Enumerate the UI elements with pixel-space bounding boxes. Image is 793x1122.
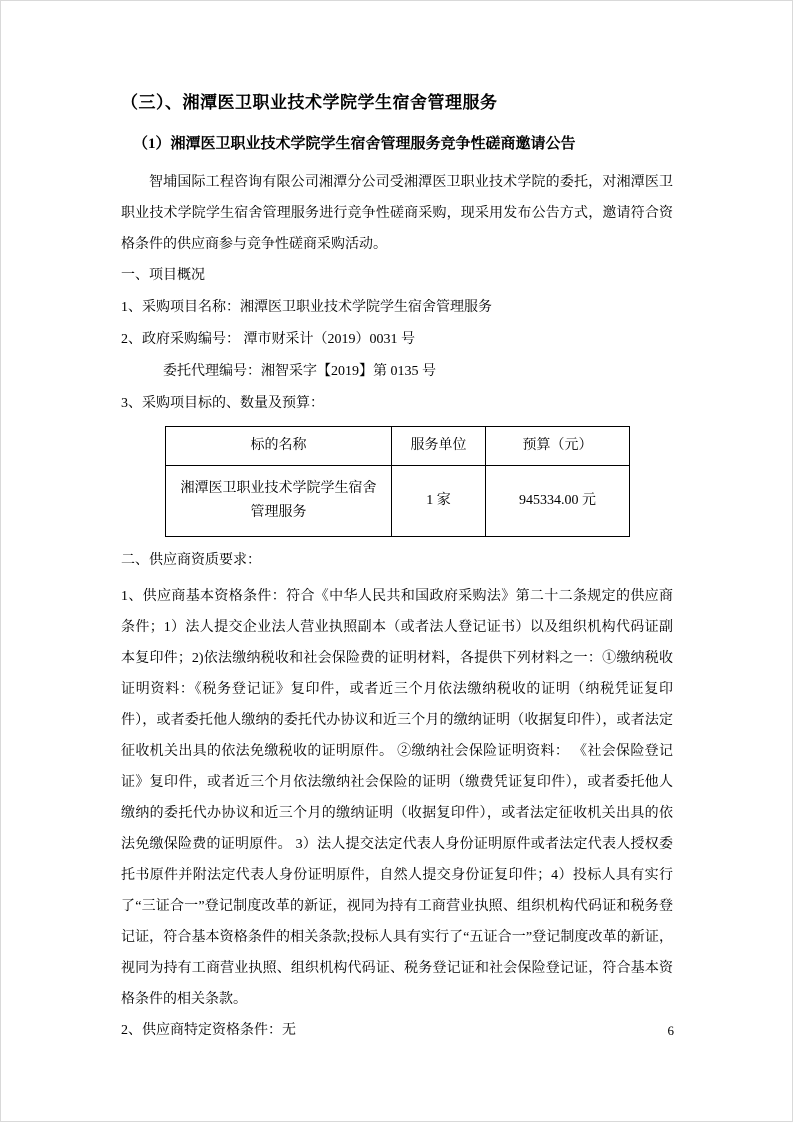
section2-title: 二、供应商资质要求： <box>121 553 261 568</box>
item-budget-title: 3、采购项目标的、数量及预算： <box>121 396 324 411</box>
section1-title: 一、项目概况 <box>121 268 205 283</box>
item-agent-no: 委托代理编号：湘智采字【2019】第 0135 号 <box>163 364 436 379</box>
table-header-subject: 标的名称 <box>166 427 392 466</box>
table-header-row <box>166 427 630 466</box>
doc-subheading: （1）湘潭医卫职业技术学院学生宿舍管理服务竞争性磋商邀请公告 <box>133 136 576 152</box>
doc-heading: （三）、湘潭医卫职业技术学院学生宿舍管理服务 <box>121 93 498 112</box>
table-cell-subject: 湘潭医卫职业技术学院学生宿舍管理服务 <box>166 466 392 537</box>
table-row <box>166 466 630 537</box>
document-content <box>121 91 673 1047</box>
item-project-name: 1、采购项目名称：湘潭医卫职业技术学院学生宿舍管理服务 <box>121 300 492 315</box>
table-header-service-unit: 服务单位 <box>392 427 486 466</box>
page-number: 6 <box>667 1023 674 1038</box>
intro-paragraph: 智埔国际工程咨询有限公司湘潭分公司受湘潭医卫职业技术学院的委托，对湘潭医卫职业技术学院学生宿舍管理服务进行竞争性磋商采购，现采用发布公告方式，邀请符合资格条件的供应商参与竞争性磋商采购活动。 <box>121 175 673 252</box>
table-cell-budget: 945334.00 元 <box>486 466 630 537</box>
table-header-budget: 预算（元） <box>486 427 630 466</box>
qualification-paragraph: 1、供应商基本资格条件：符合《中华人民共和国政府采购法》第二十二条规定的供应商条件；1）法人提交企业法人营业执照副本（或者法人登记证书）以及组织机构代码证副本复印件；2)依法缴纳税收和社会保险费的证明材料，各提供下列材料之一：①缴纳税收证明资料：《税务登记证》复印件，或者近三个月依法缴纳税收的证明（纳税凭证复印件），或者委托他人缴纳的委托代办协议和近三个月的缴纳证明（收据复印件），或者法定征收机关出具的依法免缴税收的证明原件。 ②缴纳社会保险证明资料： 《社会保险登记证》复印件，或者近三个月依法缴纳社会保险的证明（缴费凭证复印件），或者委托他人缴纳的委托代办协议和近三个月的缴纳证明（收据复印件），或者法定征收机关出具的依法免缴保险费的证明原件。 3）法人提交法定代表人身份证明原件或者法定代表人授权委托书原件并附法定代表人身份证明原件，自然人提交身份证复印件；4）投标人具有实行了“三证合一”登记制度改革的新证，视同为持有工商营业执照、组织机构代码证和税务登记证，符合基本资格条件的相关条款;投标人具有实行了“五证合一”登记制度改革的新证，视同为持有工商营业执照、组织机构代码证、税务登记证和社会保险登记证，符合基本资格条件的相关条款。 <box>121 589 673 1007</box>
budget-table <box>165 426 630 537</box>
special-qualification-line: 2、供应商特定资格条件：无 <box>121 1023 296 1038</box>
item-gov-procurement-no: 2、政府采购编号： 潭市财采计（2019）0031 号 <box>121 332 415 347</box>
table-cell-service-unit: 1 家 <box>392 466 486 537</box>
